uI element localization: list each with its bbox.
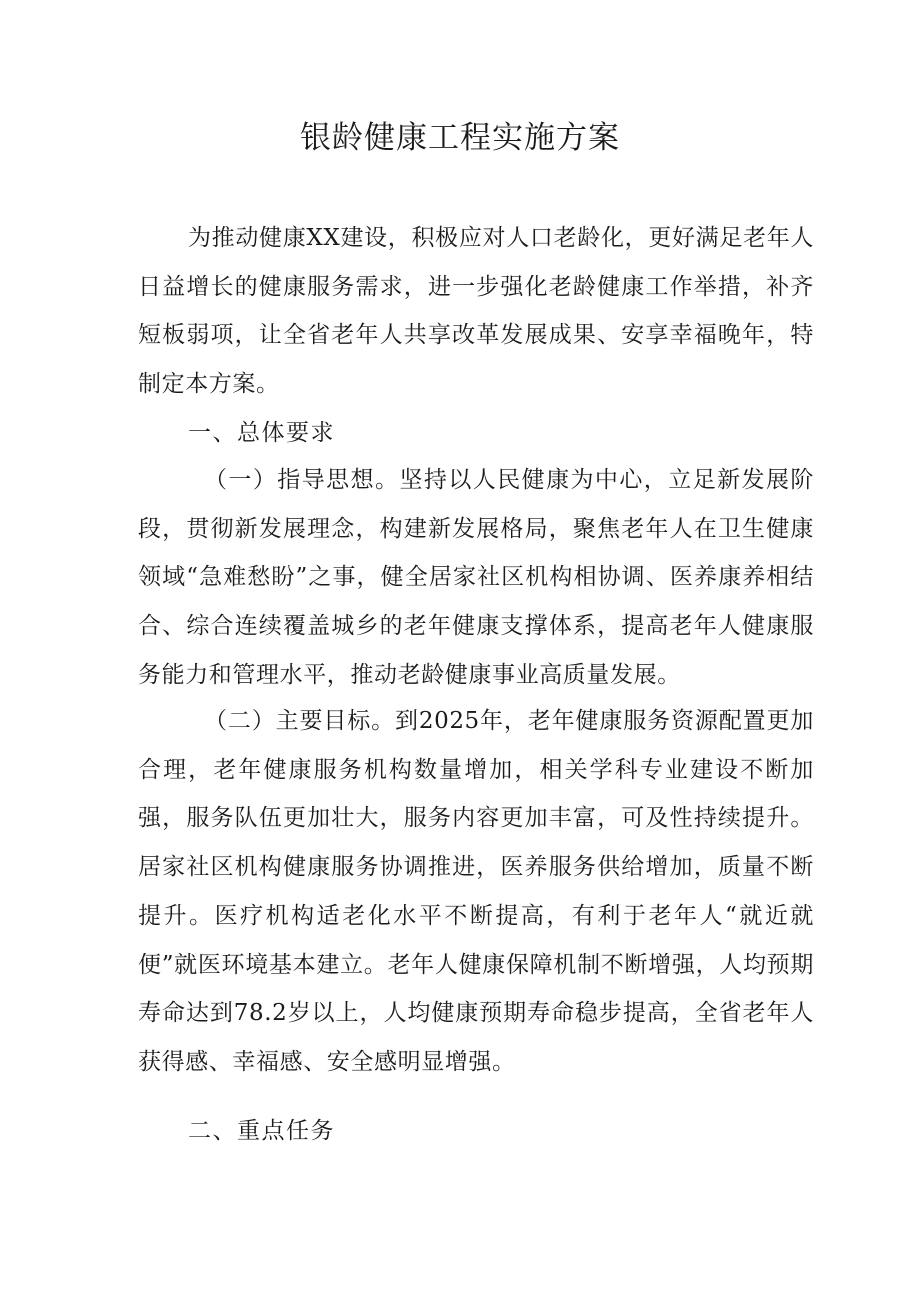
- intro-paragraph: 为推动健康XX建设，积极应对人口老龄化，更好满足老年人日益增长的健康服务需求，进一步强化老龄健康工作举措，补齐短板弱项，让全省老年人共享改革发展成果、安享幸福晚年，特制定本方案。: [138, 225, 814, 398]
- main-goals-paragraph: （二）主要目标。到2025年，老年健康服务资源配置更加合理，老年健康服务机构数量增加，相关学科专业建设不断加强，服务队伍更加壮大，服务内容更加丰富，可及性持续提升。居家社区机构健康服务协调推进，医养服务供给增加，质量不断提升。医疗机构适老化水平不断提高，有利于老年人“就近就便”就医环境基本建立。老年人健康保障机制不断增强，人均预期寿命达到78.2岁以上，人均健康预期寿命稳步提高，全省老年人获得感、幸福感、安全感明显增强。: [138, 708, 814, 1075]
- guiding-ideology-paragraph: （一）指导思想。坚持以人民健康为中心，立足新发展阶段，贯彻新发展理念，构建新发展格局，聚焦老年人在卫生健康领域“急难愁盼”之事，健全居家社区机构相协调、医养康养相结合、综合连续覆盖城乡的老年健康支撑体系，提高老年人健康服务能力和管理水平，推动老龄健康事业高质量发展。: [138, 467, 814, 688]
- document-title: 银龄健康工程实施方案: [300, 120, 620, 156]
- section-heading-general-requirements: 一、总体要求: [188, 420, 335, 446]
- section-heading-key-tasks: 二、重点任务: [188, 1118, 335, 1144]
